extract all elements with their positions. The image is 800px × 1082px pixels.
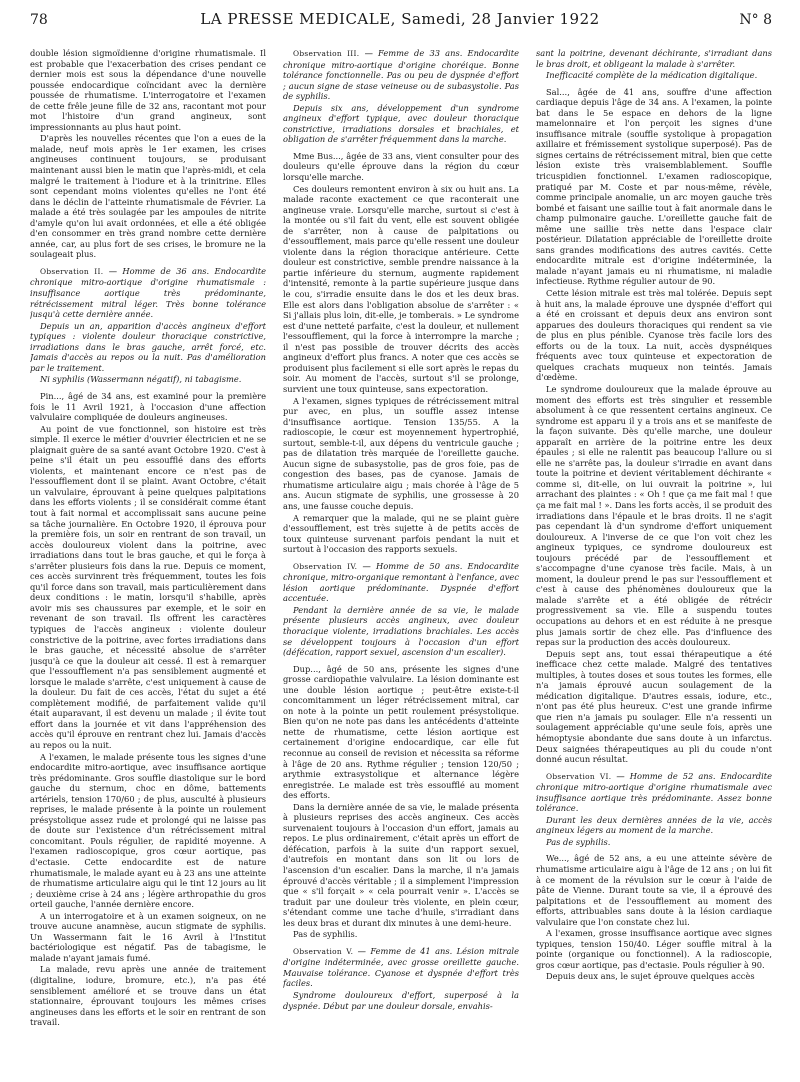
body-paragraph: Mme Bus..., âgée de 33 ans, vient consulter pour des douleurs qu'elle éprouve dans la région du cœur lorsqu'elle marche. <box>283 150 519 183</box>
observation-summary-paragraph: Depuis un an, apparition d'accès angineux d'effort typiques : violente douleur thoracique constrictive, irradiations dans le bras gauche, arrêt forcé, etc. Jamais d'accès au repos ou la nuit. Pas d'amélioration par le traitement. <box>30 320 266 373</box>
body-paragraph: double lésion sigmoïdienne d'origine rhumatismale. Il est probable que l'exacerbation des crises pendant ce dernier mois est sous la dépendance d'une nouvelle poussée endocardique coïncidant avec la dernière poussée de rhumatisme. L'interrogatoire et l'examen de cette frêle jeune fille de 32 ans, racontant mot pour mot l'histoire d'un grand angineux, sont impressionnants au plus haut point. <box>30 48 266 132</box>
body-paragraph: Dans la dernière année de sa vie, le malade présenta à plusieurs reprises des accès angineux. Ces accès survenaient toujours à l'occasion d'un effort, jamais au repos. Le plus ordinairement, c'était après un effort de défécation, parfois à la suite d'un rapport sexuel, d'autrefois en montant dans son lit ou lors de l'ascension d'un escalier. Dans la marche, il n'a jamais éprouvé d'accès véritable ; il a simplement l'impression que « s'il forçait » « cela pourrait venir ». L'accès se traduit par une douleur très violente, en plein cœur, s'étendant comme une tache d'huile, s'irradiant dans les deux bras et durant dix minutes à une demi-heure. <box>283 801 519 928</box>
column-middle <box>283 48 519 1074</box>
observation-summary-paragraph: Inefficacité complète de la médication digitalique. <box>546 70 758 81</box>
article-body <box>30 48 772 1074</box>
issue-number: N° 8 <box>739 12 772 28</box>
body-paragraph: Pin..., âgé de 34 ans, est examiné pour la première fois le 11 Avril 1921, à l'occasion d'une affection valvulaire compliquée de douleurs angineuses. <box>30 390 266 423</box>
observation-heading <box>283 561 519 604</box>
observation-summary: — Homme de 36 ans. Endocardite chronique mitro-aortique d'origine rhumatismale : insuffisance aortique très prédominante, rétrécissement mitral léger. Très bonne tolérance jusqu'à cette dernière année. <box>30 265 266 320</box>
body-paragraph: Ces douleurs remontent environ à six ou huit ans. La malade raconte exactement ce que raconterait une angineuse vraie. Lorsqu'elle marche, surtout si c'est à la montée ou s'il fait du vent, elle est souvent obligée de s'arrêter, non à cause de palpitations ou d'essoufflement, mais parce qu'elle ressent une douleur violente dans la région thoracique antérieure. Cette douleur est constrictive, semble prendre naissance à la partie inférieure du sternum, augmente rapidement d'intensité, remonte à la partie supérieure jusque dans le cou, s'irradie ensuite dans le dos et les deux bras. Elle est alors dans l'obligation absolue de s'arrêter : « Si j'allais plus loin, dit-elle, je tomberais. » Le syndrome est d'une netteté parfaite, c'est la douleur, et nullement l'essoufflement, qui la force à interrompre la marche ; il n'est pas possible de trouver décrits des accès angineux d'effort plus francs. A noter que ces accès se produisent plus facilement si elle sort après le repas du soir. Au moment de l'accès, surtout s'il se prolonge, survient une toux quinteuse, sans expectoration. <box>283 183 519 394</box>
observation-summary-paragraph: sant la poitrine, devenant déchirante, s'irradiant dans le bras droit, et obligeant la malade à s'arrêter. <box>536 48 772 69</box>
observation-label: Observation V. <box>293 946 354 956</box>
body-paragraph: Dup..., âgé de 50 ans, présente les signes d'une grosse cardiopathie valvulaire. La lésion dominante est une double lésion aortique ; peut-être existe-t-il concomitamment un léger rétrécissement mitral, car on note à la pointe un petit roulement présystolique. Bien qu'on ne note pas dans les antécédents d'atteinte nette de rhumatisme, cette lésion aortique est certainement d'origine endocardique, car elle fut reconnue au conseil de revision et nécessita sa réforme à l'âge de 20 ans. Rythme régulier ; tension 120/50 ; arythmie extrasystolique et alternance légère enregistrée. Le malade est très essoufflé au moment des efforts. <box>283 663 519 801</box>
page-number: 78 <box>30 12 48 28</box>
observation-label: Observation III. <box>293 49 360 58</box>
body-paragraph: Au point de vue fonctionnel, son histoire est très simple. Il exerce le métier d'ouvrier électricien et ne se plaignait guère de sa santé avant Octobre 1920. C'est à peine s'il était un peu essoufflé dans des efforts violents, et maintenant encore ce n'est pas de l'essoufflement dont il se plaint. Avant Octobre, c'était un valvulaire, éprouvant à peine quelques palpitations dans les efforts violents ; il se considérait comme étant tout à fait normal et accomplissait sans aucune peine sa tâche journalière. En Octobre 1920, il éprouva pour la première fois, un soir en rentrant de son travail, un accès douloureux violent dans la poitrine, avec irradiations dans tout le bras gauche, et qui le força à s'arrêter plusieurs fois dans la rue. Depuis ce moment, ces accès survinrent très fréquemment, toutes les fois qu'il force dans son travail, mais particulièrement dans deux conditions : le matin, lorsqu'il s'habille, après avoir mis ses chaussures par exemple, et le soir en revenant de son travail. Ils offrent les caractères typiques de l'accès angineux : violente douleur constrictive de la poitrine, avec fortes irradiations dans le bras gauche, et nécessité absolue de s'arrêter jusqu'à ce que la douleur ait cessé. Il est à remarquer que l'essoufflement n'a pas sensiblement augmenté et lorsque le malade s'arrête, c'est uniquement à cause de la douleur. Du fait de ces accès, l'état du sujet a été complètement modifié, de parfaitement valide qu'il était auparavant, il est devenu un malade ; il évite tout effort dans la journée et vit dans l'appréhension des accès qu'il éprouve en rentrant chez lui. Jamais d'accès au repos ou la nuit. <box>30 423 266 750</box>
body-paragraph: A remarquer que la malade, qui ne se plaint guère d'essoufflement, est très sujette à de petits accès de toux quinteuse survenant parfois pendant la nuit et surtout à l'occasion des rapports sexuels. <box>283 512 519 555</box>
observation-summary-paragraph: Durant les deux dernières années de la vie, accès angineux légers au moment de la marche. <box>536 814 772 836</box>
observation-heading <box>283 946 519 989</box>
body-paragraph: Depuis sept ans, tout essai thérapeutique a été inefficace chez cette malade. Malgré des tentatives multiples, à toutes doses et sous toutes les formes, elle n'a jamais éprouvé aucun soulagement de la médication digitalique. D'autres essais, iodure, etc., n'ont pas été plus heureux. C'est une grande infirme que rien n'a jamais pu soulager. Elle n'a ressenti un soulagement appréciable qu'une seule fois, après une hémoptysie abondante due sans doute à un infarctus. Deux saignées thérapeutiques au pli du coude n'ont donné aucun résultat. <box>536 648 772 765</box>
body-paragraph: A l'examen, le malade présente tous les signes d'une endocardite mitro-aortique, avec insuffisance aortique très prédominante. Gros souffle diastolique sur le bord gauche du sternum, choc en dôme, battements artériels, tension 170/60 ; de plus, ausculté à plusieurs reprises, le malade présente à la pointe un roulement présystolique assez rude et prolongé qui ne laisse pas de doute sur l'existence d'un rétrécissement mitral concomitant. Pouls régulier, de rapidité moyenne. A l'examen radioscopique, gros cœur aortique, pas d'ectasie. Cette endocardite est de nature rhumatismale, le malade ayant eu à 23 ans une atteinte de rhumatisme articulaire aigu qui le tint 12 jours au lit ; deuxième crise à 24 ans ; légère arthropathie du gros orteil gauche, l'année dernière encore. <box>30 751 266 910</box>
body-paragraph: Depuis deux ans, le sujet éprouve quelques accès <box>546 971 755 982</box>
observation-label: Observation IV. <box>293 561 358 571</box>
observation-summary-paragraph: Pas de syphilis. <box>546 836 611 847</box>
page-header <box>0 0 800 44</box>
observation-summary-paragraph: Pendant la dernière année de sa vie, le malade présente plusieurs accès angineux, avec douleur thoracique violente, irradiations brachiales. Les accès se développent toujours à l'occasion d'un effort (défécation, rapport sexuel, ascension d'un escalier). <box>283 604 519 658</box>
observation-summary-paragraph: Ni syphilis (Wassermann négatif), ni tabagisme. <box>40 374 242 385</box>
observation-summary-paragraph: Syndrome douloureux d'effort, superposé à la dyspnée. Début par une douleur dorsale, envahis- <box>283 990 519 1011</box>
body-paragraph: Le syndrome douloureux que la malade éprouve au moment des efforts est très singulier et ressemble absolument à ce que ressentent certains angineux. Ce syndrome est apparu il y a trois ans et se manifeste de la façon suivante. Dès qu'elle marche, une douleur apparaît en arrière de la poitrine entre les deux épaules ; si elle ne ralentit pas beaucoup l'allure ou si elle ne s'arrête pas, la douleur s'irradie en avant dans toute la poitrine et devient véritablement déchirante « comme si, dit-elle, on lui ouvrait la poitrine », lui arrachant des plaintes : « Oh ! que ça me fait mal ! que ça me fait mal ! ». Dans les forts accès, il se produit des irradiations dans l'épaule et le bras droits. Il ne s'agit pas cependant là d'un syndrome d'effort uniquement douloureux. A l'inverse de ce que l'on voit chez les angineux typiques, ce syndrome douloureux est toujours précédé par de l'essoufflement et s'accompagne d'une cyanose très facile. Mais, à un moment, la douleur prend le pas sur l'essoufflement et c'est à cause des phénomènes douloureux que la malade s'arrête et a été obligée de rétrécir progressivement sa vie. Elle a suspendu toutes occupations au dehors et en est réduite à ne presque plus jamais sortir de chez elle. Pas d'influence des repas sur la production des accès douloureux. <box>536 383 772 648</box>
observation-summary: — Homme de 50 ans. Endocardite chronique, mitro-organique remontant à l'enfance, avec lésion aortique prédominante. Dyspnée d'effort accentuée. <box>283 560 519 604</box>
column-right <box>536 48 772 1074</box>
body-paragraph: A un interrogatoire et à un examen soigneux, on ne trouve aucune anamnèse, aucun stigmate de syphilis. Un Wassermann fait le 16 Avril à l'Institut bactériologique est négatif. Pas de tabagisme, le malade n'ayant jamais fumé. <box>30 910 266 963</box>
column-left <box>30 48 266 1074</box>
body-paragraph: D'après les nouvelles récentes que l'on a eues de la malade, neuf mois après le 1er examen, les crises angineuses continuent toujours, se produisant maintenant aussi bien le matin que l'après-midi, et cela malgré le traitement à l'iodure et à la trinitrine. Elles sont cependant moins violentes qu'elles ne l'ont été dans le déclin de l'atteinte rhumatismale de Février. La malade a été très soulagée par les ampoules de nitrite d'amyle qu'on lui avait ordonnées, et elle a été obligée d'en consommer en très grand nombre cette dernière année, car, au plus fort de ses crises, le bromure ne la soulageait plus. <box>30 133 266 260</box>
observation-label: Observation II. <box>40 266 104 276</box>
observation-heading <box>536 771 772 814</box>
observation-summary: — Femme de 41 ans. Lésion mitrale d'origine indéterminée, avec grosse oreillette gauche. Mauvaise tolérance. Cyanose et dyspnée d'effort très faciles. <box>283 945 519 989</box>
observation-summary: — Homme de 52 ans. Endocardite chronique mitro-aortique d'origine rhumatismale avec insuffisance aortique très prédominante. Assez bonne tolérance. <box>536 770 772 814</box>
body-paragraph: A l'examen, signes typiques de rétrécissement mitral pur avec, en plus, un souffle assez intense d'insuffisance aortique. Tension 135/55. A la radioscopie, le cœur est moyennement hypertrophié, surtout, semble-t-il, aux dépens du ventricule gauche ; pas de dilatation très marquée de l'oreillette gauche. Aucun signe de subasystolie, pas de gros foie, pas de congestion des bases, pas de cyanose. Jamais de rhumatisme articulaire aigu ; mais chorée à l'âge de 5 ans. Aucun stigmate de syphilis, une grossesse à 20 ans, une fausse couche depuis. <box>283 395 519 511</box>
observation-heading <box>283 48 519 102</box>
observation-heading <box>30 266 266 320</box>
body-paragraph: A l'examen, grosse insuffisance aortique avec signes typiques, tension 150/40. Léger souffle mitral à la pointe (organique ou fonctionnel). A la radioscopie, gros cœur aortique, pas d'ectasie. Pouls régulier à 90. <box>536 928 772 970</box>
body-paragraph: La malade, revu après une année de traitement (digitaline, iodure, bromure, etc.), n'a pas été sensiblement amélioré et se trouve dans un état stationnaire, éprouvant toujours les mêmes crises angineuses dans les efforts et le soir en rentrant de son travail. <box>30 964 266 1028</box>
observation-label: Observation VI. <box>546 771 612 781</box>
observation-summary-paragraph: Depuis six ans, développement d'un syndrome angineux d'effort typique, avec douleur thoracique constrictive, irradiations dorsales et brachiales, et obligation de s'arrêter fréquemment dans la marche. <box>283 102 519 145</box>
observation-summary: — Femme de 33 ans. Endocardite chronique mitro-aortique d'origine choréique. Bonne tolérance fonctionnelle. Pas ou peu de dyspnée d'effort ; aucun signe de stase veineuse ou de subasystolie. Pas de syphilis. <box>283 48 519 102</box>
body-paragraph: Pas de syphilis. <box>293 929 358 940</box>
body-paragraph: Cette lésion mitrale est très mal tolérée. Depuis sept à huit ans, la malade éprouve une dyspnée d'effort qui a été en croissant et depuis deux ans environ sont apparues des douleurs thoraciques qui rendent sa vie de plus en plus pénible. Cyanose très facile lors des efforts ou de la toux. La nuit, accès dyspnéiques fréquents avec toux quinteuse et expectoration de quelques crachats muqueux non teintés. Jamais d'œdème. <box>536 288 772 383</box>
journal-title: LA PRESSE MEDICALE, Samedi, 28 Janvier 1922 <box>200 10 600 28</box>
body-paragraph: Sal..., âgée de 41 ans, souffre d'une affection cardiaque depuis l'âge de 34 ans. A l'examen, la pointe bat dans le 5e espace en dehors de la ligne mamelonnaire et l'on perçoit les signes d'une insuffisance mitrale (souffle systolique à propagation axillaire et frémissement systolique superposé). Pas de signes certains de rétrécissement mitral, bien que cette lésion existe très vraisemblablement. Souffle tricuspidien fonctionnel. L'examen radioscopique, pratiqué par M. Coste et par nous-même, révèle, comme principale anomalie, un arc moyen gauche très bombé et faisant une saillie tout à fait anormale dans le champ pulmonaire gauche. L'oreillette gauche fait de même une saillie très nette dans l'espace clair postérieur. Dilatation appréciable de l'oreillette droite sans grandes modifications des autres cavités. Cette endocardite mitrale est d'origine indéterminée, la malade n'ayant jamais eu ni rhumatisme, ni maladie infectieuse. Rythme régulier autour de 90. <box>536 86 772 287</box>
body-paragraph: We..., âgé de 52 ans, a eu une atteinte sévère de rhumatisme articulaire aigu à l'âge de 12 ans ; on lui fit à ce moment de la révulsion sur le cœur à l'aide de pâte de Vienne. Durant toute sa vie, il a éprouvé des palpitations et de l'essoufflement au moment des efforts, attribuables sans doute à la lésion cardiaque valvulaire que l'on constate chez lui. <box>536 853 772 927</box>
